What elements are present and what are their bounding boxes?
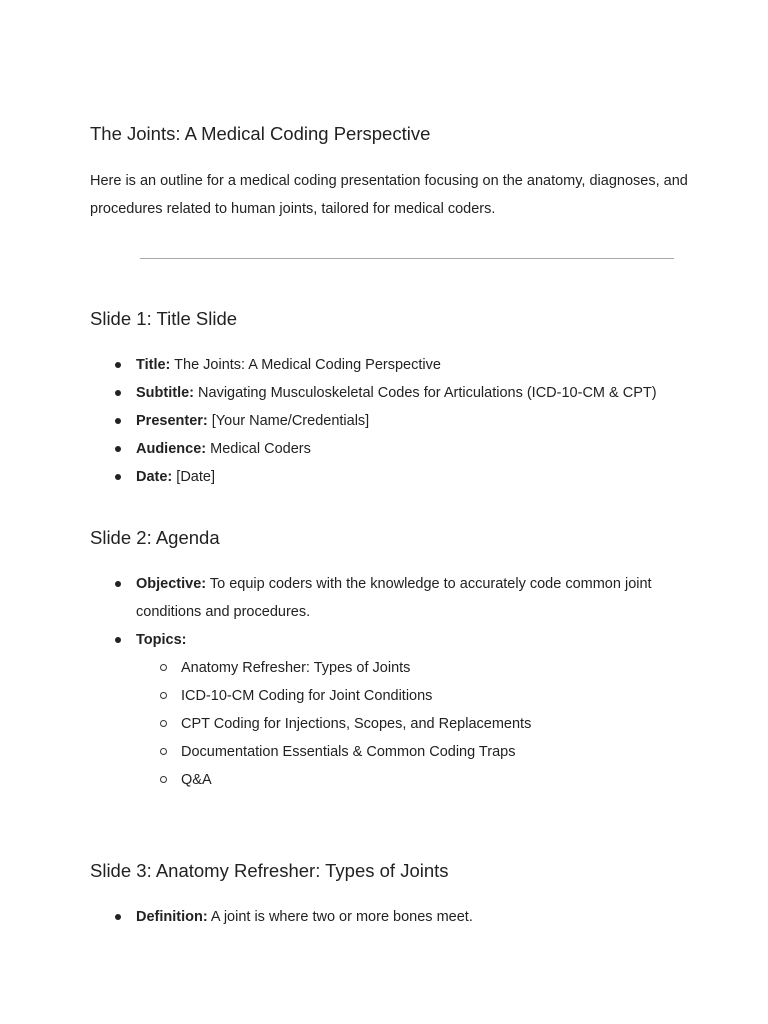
list-item — [90, 351, 690, 379]
hollow-bullet-icon — [160, 776, 167, 783]
item-label: Objective: — [136, 576, 207, 592]
item-text: [Your Name/Credentials] — [207, 413, 370, 429]
hollow-bullet-icon — [160, 692, 167, 699]
item-text: Medical Coders — [206, 441, 311, 457]
subitem-text: ICD-10-CM Coding for Joint Conditions — [181, 688, 433, 704]
bullet-icon — [115, 914, 121, 920]
sublist-item — [136, 710, 690, 738]
slide3-heading: Slide 3: Anatomy Refresher: Types of Joints — [90, 860, 449, 881]
bullet-icon — [115, 637, 121, 643]
topics-sublist — [136, 654, 690, 794]
item-label: Presenter: — [136, 413, 208, 429]
intro-paragraph: Here is an outline for a medical coding presentation focusing on the anatomy, diagnoses, and procedures related to human joints, tailored for medical coders. — [90, 173, 688, 217]
list-item — [90, 570, 690, 626]
document-title: The Joints: A Medical Coding Perspective — [90, 123, 431, 144]
item-text: To equip coders with the knowledge to accurately code common joint conditions and procedures. — [136, 576, 652, 620]
hollow-bullet-icon — [160, 720, 167, 727]
subitem-text: Anatomy Refresher: Types of Joints — [181, 660, 411, 676]
bullet-icon — [115, 362, 121, 368]
item-label: Subtitle: — [136, 385, 194, 401]
item-label: Date: — [136, 469, 173, 485]
subitem-text: Q&A — [181, 772, 212, 788]
hollow-bullet-icon — [160, 748, 167, 755]
bullet-icon — [115, 418, 121, 424]
item-label: Topics: — [136, 632, 187, 648]
list-item — [90, 463, 690, 491]
sublist-item — [136, 682, 690, 710]
list-item — [90, 379, 690, 407]
slide3-list — [90, 903, 690, 931]
item-label: Title: — [136, 357, 171, 373]
horizontal-divider — [140, 258, 674, 259]
item-text: [Date] — [172, 469, 215, 485]
bullet-icon — [115, 390, 121, 396]
slide2-list — [90, 570, 690, 794]
sublist-item — [136, 738, 690, 766]
hollow-bullet-icon — [160, 664, 167, 671]
list-item — [90, 626, 690, 794]
list-item — [90, 435, 690, 463]
slide2-heading: Slide 2: Agenda — [90, 527, 220, 548]
item-label: Definition: — [136, 909, 208, 925]
sublist-item — [136, 654, 690, 682]
list-item — [90, 407, 690, 435]
slide1-heading: Slide 1: Title Slide — [90, 308, 238, 329]
subitem-text: Documentation Essentials & Common Coding Traps — [181, 744, 516, 760]
sublist-item — [136, 766, 690, 794]
bullet-icon — [115, 474, 121, 480]
list-item — [90, 903, 690, 931]
subitem-text: CPT Coding for Injections, Scopes, and Replacements — [181, 716, 532, 732]
item-text: Navigating Musculoskeletal Codes for Articulations (ICD-10-CM & CPT) — [194, 385, 657, 401]
item-label: Audience: — [136, 441, 207, 457]
bullet-icon — [115, 446, 121, 452]
bullet-icon — [115, 581, 121, 587]
item-text: A joint is where two or more bones meet. — [207, 909, 473, 925]
item-text: The Joints: A Medical Coding Perspective — [170, 357, 441, 373]
slide1-list — [90, 351, 690, 491]
